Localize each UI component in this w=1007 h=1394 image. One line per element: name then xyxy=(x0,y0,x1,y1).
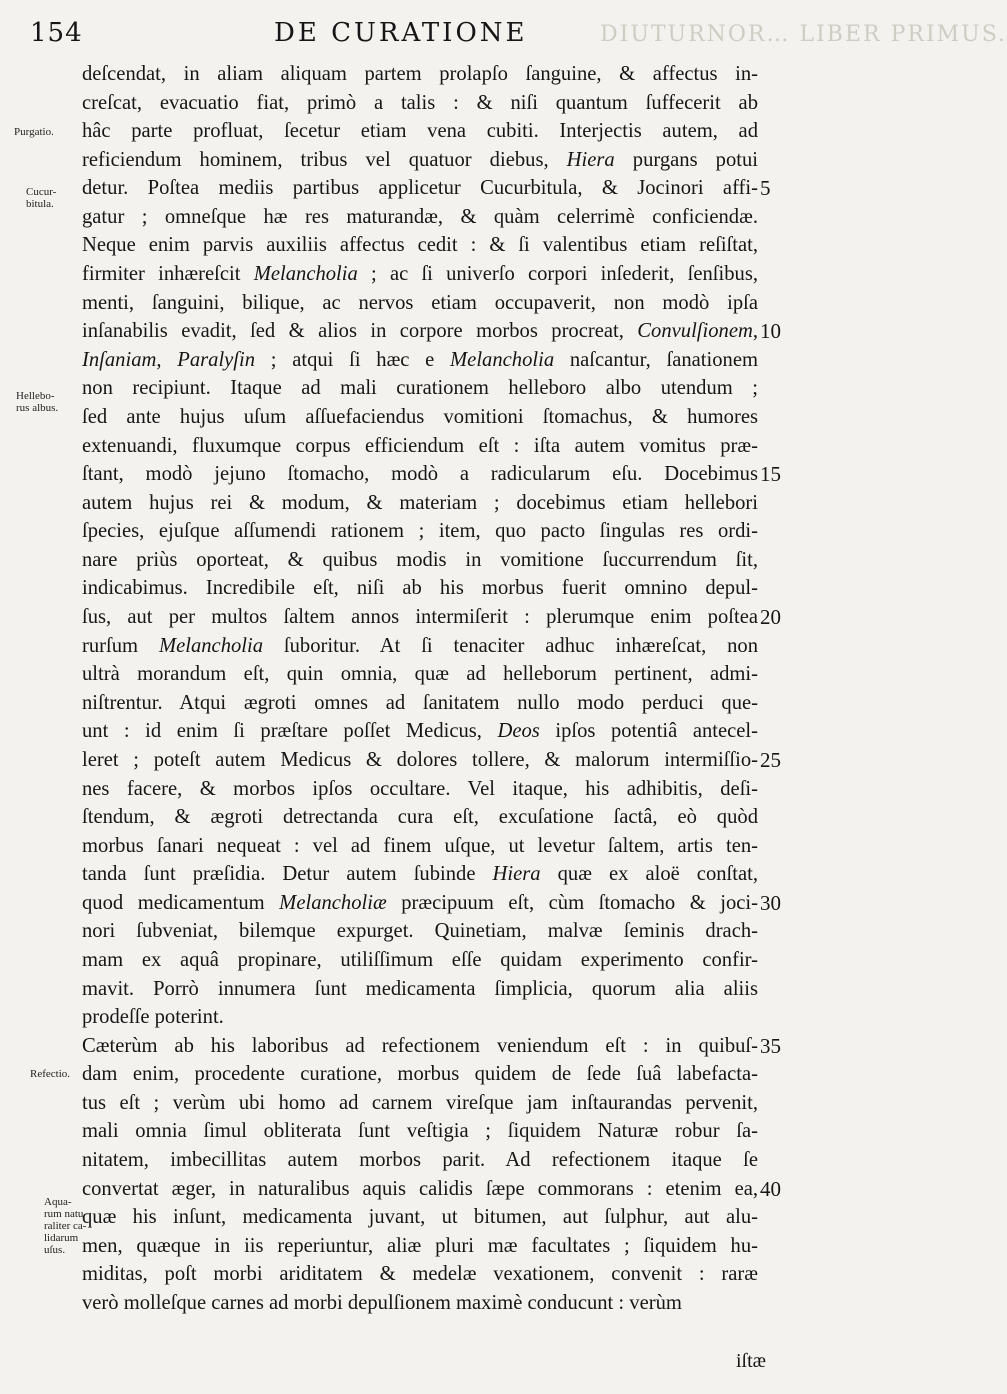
text-line: ſtendum, & ægroti detrectanda cura eſt, excuſatione ſactâ, eò quòd xyxy=(82,806,758,829)
text-line: quæ his inſunt, medicamenta juvant, ut bitumen, aut ſulphur, aut alu- xyxy=(82,1206,758,1229)
text-line: mam ex aquâ propinare, utiliſſimum eſſe quidam experimento confir- xyxy=(82,948,758,971)
text-line: inſanabilis evadit, ſed & alios in corpore morbos procreat, Convulſionem, xyxy=(82,320,758,343)
margin-note: Cucur- bitula. xyxy=(26,186,57,210)
text-line: Cæterùm ab his laboribus ad refectionem veniendum eſt : in quibuſ- xyxy=(82,1034,758,1057)
line-number: 15 xyxy=(760,462,781,487)
text-line: firmiter inhæreſcit Melancholia ; ac ſi univerſo corpori inſederit, ſenſibus, xyxy=(82,263,758,286)
text-line: ſpecies, ejuſque aſſumendi rationem ; item, quo pacto ſingulas res ordi- xyxy=(82,520,758,543)
text-line: men, quæque in iis reperiuntur, aliæ pluri mæ facultates ; ſiquidem hu- xyxy=(82,1234,758,1257)
line-number: 40 xyxy=(760,1176,781,1201)
text-line: hâc parte profluat, ſecetur etiam vena cubiti. Interjectis autem, ad xyxy=(82,120,758,143)
page-header xyxy=(0,14,1007,54)
text-line: reficiendum hominem, tribus vel quatuor diebus, Hiera purgans potui xyxy=(82,148,758,171)
line-number: 5 xyxy=(760,176,771,201)
text-line: convertat æger, in naturalibus aquis calidis ſæpe commorans : etenim ea, xyxy=(82,1177,758,1200)
text-line: dam enim, procedente curatione, morbus quidem de ſede ſuâ labefacta- xyxy=(82,1063,758,1086)
text-line: unt : id enim ſi præſtare poſſet Medicus, Deos ipſos potentiâ antecel- xyxy=(82,720,758,743)
bleed-through-mark xyxy=(22,640,24,650)
text-line: mavit. Porrò innumera ſunt medicamenta ſimplicia, quorum alia aliis xyxy=(82,977,758,1000)
text-line: extenuandi, fluxumque corpus efficiendum eſt : iſta autem vomitus præ- xyxy=(82,434,758,457)
text-line: nori ſubveniat, bilemque expurget. Quinetiam, malvæ ſeminis drach- xyxy=(82,920,758,943)
text-line: nitatem, imbecillitas autem morbos parit. Ad refectionem itaque ſe xyxy=(82,1149,758,1172)
line-number: 35 xyxy=(760,1033,781,1058)
text-line: tus eſt ; verùm ubi homo ad carnem vireſque jam inſtaurandas pervenit, xyxy=(82,1091,758,1114)
text-line: deſcendat, in aliam aliquam partem prolapſo ſanguine, & affectus in- xyxy=(82,63,758,85)
text-line: morbus ſanari nequeat : vel ad finem uſque, ut levetur ſaltem, artis ten- xyxy=(82,834,758,857)
text-line: detur. Poſtea mediis partibus applicetur Cucurbitula, & Jocinori affi- xyxy=(82,177,758,200)
text-line: ſus, aut per multos ſaltem annos intermiſerit : plerumque enim poſtea xyxy=(82,606,758,629)
text-line: indicabimus. Incredibile eſt, niſi ab his morbus fuerit omnino depul- xyxy=(82,577,758,600)
text-line: miditas, poſt morbi ariditatem & medelæ vexationem, convenit : raræ xyxy=(82,1263,758,1286)
margin-note: Aqua- rum natu raliter ca- lidarum uſus. xyxy=(44,1196,87,1256)
text-line: rurſum Melancholia ſuboritur. At ſi tenaciter adhuc inhæreſcat, non xyxy=(82,634,759,657)
catchword: iſtæ xyxy=(736,1350,767,1372)
text-line: autem hujus rei & modum, & materiam ; docebimus etiam hellebori xyxy=(82,491,758,514)
line-number: 20 xyxy=(760,605,781,630)
text-line: niſtrentur. Atqui ægroti omnes ad ſanitatem nullo modo perduci que- xyxy=(82,691,758,714)
text-line: Neque enim parvis auxiliis affectus cedit : & ſi valentibus etiam reſiſtat, xyxy=(82,234,758,257)
margin-note: Hellebo- rus albus. xyxy=(16,390,59,414)
text-line: verò molleſque carnes ad morbi depulſionem maximè conducunt : verùm xyxy=(82,1291,682,1314)
text-line: mali omnia ſimul obliterata ſunt veſtigia ; ſiquidem Naturæ robur ſa- xyxy=(82,1120,758,1143)
margin-note: Purgatio. xyxy=(14,126,54,138)
line-number: 25 xyxy=(760,747,781,772)
text-line: quod medicamentum Melancholiæ præcipuum eſt, cùm ſtomacho & joci- xyxy=(82,891,759,914)
text-line: ſed ante hujus uſum aſſuefaciendus vomitioni ſtomachus, & humores xyxy=(82,405,758,428)
text-line: gatur ; omneſque hæ res maturandæ, & quàm celerrimè conficiendæ. xyxy=(82,205,758,228)
text-line: creſcat, evacuatio fiat, primò a talis : & niſi quantum ſuffecerit ab xyxy=(82,91,758,114)
text-line: ultrà morandum eſt, quin omnia, quæ ad helleborum pertinent, admi- xyxy=(82,663,758,686)
text-line: prodeſſe poterint. xyxy=(82,1006,224,1029)
text-line: Inſaniam, Paralyſin ; atqui ſi hæc e Melancholia naſcantur, ſanationem xyxy=(82,348,758,371)
text-line: ſtant, modò jejuno ſtomacho, modò a radicularum eſu. Docebimus xyxy=(82,463,758,486)
text-line: tanda ſunt præſidia. Detur autem ſubinde Hiera quæ ex aloë conſtat, xyxy=(82,863,758,886)
text-line: leret ; poteſt autem Medicus & dolores tollere, & malorum intermiſſio- xyxy=(82,748,758,771)
page-number: 154 xyxy=(30,18,83,48)
text-line: nare priùs oporteat, & quibus modis in vomitione ſuccurrendum ſit, xyxy=(82,548,758,571)
line-number: 10 xyxy=(760,319,781,344)
running-title: DE CURATIONE xyxy=(274,18,528,48)
text-line: non recipiunt. Itaque ad mali curationem helleboro albo utendum ; xyxy=(82,377,758,400)
bleed-through-title: DIUTURNOR… LIBER PRIMUS. xyxy=(600,22,1007,47)
margin-note: Refectio. xyxy=(30,1068,71,1080)
text-line: menti, ſanguini, bilique, ac nervos etiam occupaverit, non modò ipſa xyxy=(82,291,758,314)
line-number: 30 xyxy=(760,890,781,915)
text-line: nes facere, & morbos ipſos occultare. Vel itaque, his adhibitis, deſi- xyxy=(82,777,758,800)
